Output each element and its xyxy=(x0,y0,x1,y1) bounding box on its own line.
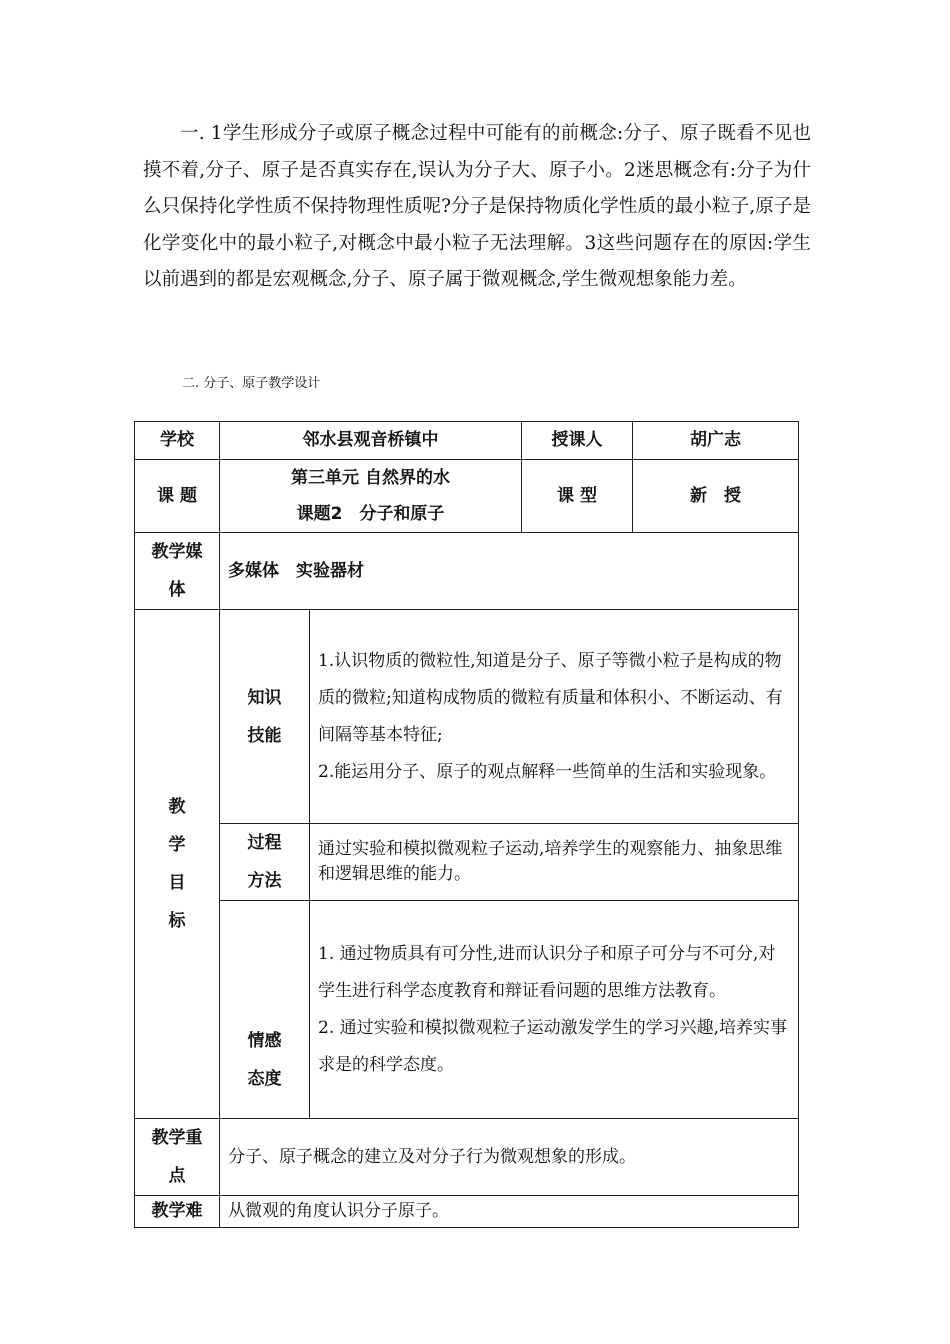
media-value: 多媒体 实验器材 xyxy=(220,533,799,610)
difficulty-label: 教学难 xyxy=(135,1196,220,1228)
topic-value xyxy=(220,460,522,533)
knowledge-label: 知识 技能 xyxy=(220,610,310,824)
teacher-label: 授课人 xyxy=(522,422,633,460)
knowledge-text: 1.认识物质的微粒性,知道是分子、原子等微小粒子是构成的物质的微粒;知道构成物质的微粒有质量和体积小、不断运动、有间隔等基本特征; 2.能运用分子、原子的观点解释一些简单的生活和实验现象。 xyxy=(310,610,799,824)
table-row-key xyxy=(135,1119,799,1196)
type-value: 新 授 xyxy=(633,460,799,533)
section-heading: 二. 分子、原子教学设计 xyxy=(182,376,321,391)
topic-label: 课 题 xyxy=(135,460,220,533)
lesson-plan-table xyxy=(134,421,799,1228)
process-text: 通过实验和模拟微观粒子运动,培养学生的观察能力、抽象思维和逻辑思维的能力。 xyxy=(310,824,799,901)
table-row-process xyxy=(135,824,799,901)
media-label: 教学媒 体 xyxy=(135,533,220,610)
table-row-school xyxy=(135,422,799,460)
key-text: 分子、原子概念的建立及对分子行为微观想象的形成。 xyxy=(220,1119,799,1196)
school-value: 邻水县观音桥镇中 xyxy=(220,422,522,460)
intro-paragraph: 一. 1学生形成分子或原子概念过程中可能有的前概念:分子、原子既看不见也摸不着,分子、原子是否真实存在,误认为分子大、原子小。2迷思概念有:分子为什么只保持化学性质不保持物理性质呢?分子是保持物质化学性质的最小粒子,原子是化学变化中的最小粒子,对概念中最小粒子无法理解。3这些问题存在的原因:学生以前遇到的都是宏观概念,分子、原子属于微观概念,学生微观想象能力差。 xyxy=(143,123,811,290)
table-row-difficulty xyxy=(135,1196,799,1228)
table-row-knowledge xyxy=(135,610,799,824)
difficulty-text: 从微观的角度认识分子原子。 xyxy=(220,1196,799,1228)
goals-label: 教 学 目 标 xyxy=(135,610,220,1119)
table-row-media xyxy=(135,533,799,610)
attitude-text: 1. 通过物质具有可分性,进而认识分子和原子可分与不可分,对学生进行科学态度教育和辩证看问题的思维方法教育。 2. 通过实验和模拟微观粒子运动激发学生的学习兴趣,培养实事求是的科学态度。 xyxy=(310,901,799,1119)
topic-line-2: 课题2 分子和原子 xyxy=(296,504,445,524)
teacher-value: 胡广志 xyxy=(633,422,799,460)
table-row-attitude xyxy=(135,901,799,1119)
process-label: 过程 方法 xyxy=(220,824,310,901)
type-label: 课 型 xyxy=(522,460,633,533)
topic-line-1: 第三单元 自然界的水 xyxy=(291,468,450,488)
table-row-topic xyxy=(135,460,799,533)
school-label: 学校 xyxy=(135,422,220,460)
key-label: 教学重 点 xyxy=(135,1119,220,1196)
attitude-label: 情感 态度 xyxy=(220,901,310,1119)
